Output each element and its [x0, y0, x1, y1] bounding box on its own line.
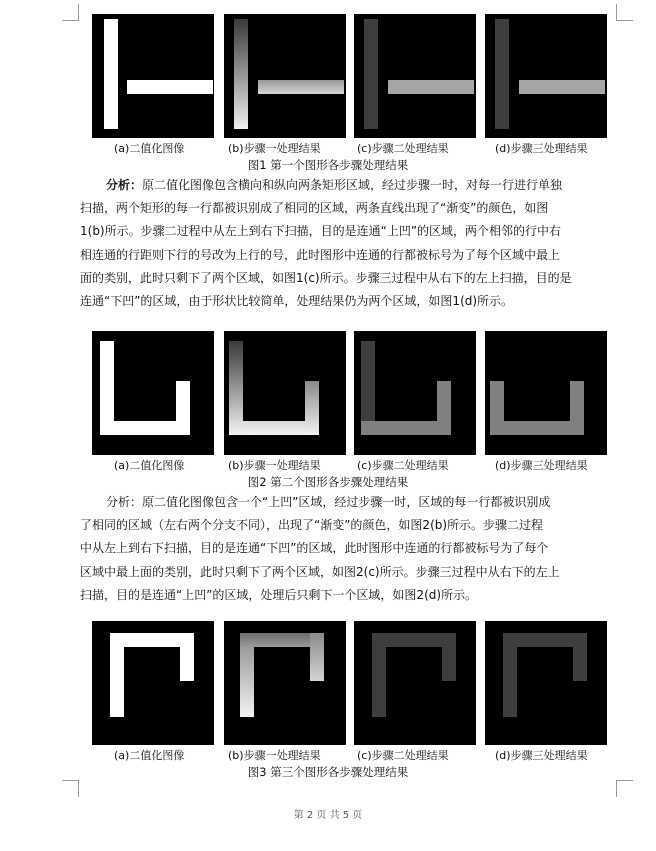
figure-2-title: 图2 第二个图形各步骤处理结果: [247, 475, 409, 489]
para2-line3: 中从左上到右下扫描，目的是连通“下凹”的区域，此时图形中连通的行都被标号为了每个: [80, 541, 549, 556]
fig3-panel-c: [354, 621, 476, 745]
para2-line2: 了相同的区域（左右两个分支不同），出现了“渐变”的颜色，如图2(b)所示。步骤二过程: [80, 518, 544, 533]
caption-c: (c)步骤二处理结果: [357, 142, 449, 155]
para1-line1: 原二值化图像包含横向和纵向两条矩形区域，经过步骤一时，对每一行进行单独: [142, 178, 563, 192]
figure-2-images: [92, 331, 612, 455]
para2-line4: 区域中最上面的类别，此时只剩下了两个区域，如图2(c)所示。步骤三过程中从右下的左上: [80, 564, 560, 579]
figure-1-images: [92, 14, 612, 138]
corner-mark-bottom-right: [616, 780, 633, 797]
fig2-panel-d: [485, 331, 607, 455]
para1-line4: 相连通的行距则下行的号改为上行的号，此时图形中连通的行都被标号为了每个区域中最上: [80, 247, 561, 262]
fig1-panel-b: [224, 14, 346, 138]
caption-b: (b)步骤一处理结果: [228, 459, 321, 472]
caption-a: (a)二值化图像: [114, 459, 185, 472]
para1-line6: 连通“下凹”的区域，由于形状比较简单，处理结果仍为两个区域，如图1(d)所示。: [80, 293, 514, 308]
figure-1-title: 图1 第一个图形各步骤处理结果: [247, 158, 409, 172]
caption-a: (a)二值化图像: [114, 749, 185, 762]
corner-mark-top-left: [62, 4, 79, 21]
caption-c: (c)步骤二处理结果: [357, 749, 449, 762]
analysis-label: 分析：: [106, 178, 143, 192]
fig3-panel-d: [485, 621, 607, 745]
analysis-paragraph-2: [80, 491, 614, 607]
page-footer: 第 2 页 共 5 页: [293, 810, 363, 821]
figure-3-captions: [92, 747, 622, 761]
figure-2-captions: [92, 457, 622, 471]
caption-c: (c)步骤二处理结果: [357, 459, 449, 472]
caption-d: (d)步骤三处理结果: [495, 459, 588, 472]
figure-1-captions: [92, 140, 622, 154]
fig2-panel-c: [354, 331, 476, 455]
caption-b: (b)步骤一处理结果: [228, 142, 321, 155]
corner-mark-top-right: [616, 4, 633, 21]
figure-3-title: 图3 第三个图形各步骤处理结果: [247, 765, 409, 779]
analysis-paragraph-1: [80, 174, 614, 313]
fig1-panel-c: [354, 14, 476, 138]
caption-a: (a)二值化图像: [114, 142, 185, 155]
caption-b: (b)步骤一处理结果: [228, 749, 321, 762]
para1-line2: 扫描，两个矩形的每一行都被识别成了相同的区域，两条直线出现了“渐变”的颜色，如图: [80, 201, 549, 216]
fig1-panel-d: [485, 14, 607, 138]
fig2-panel-a: [92, 331, 214, 455]
caption-d: (d)步骤三处理结果: [495, 749, 588, 762]
fig3-panel-a: [92, 621, 214, 745]
corner-mark-bottom-left: [62, 780, 79, 797]
para2-line5: 扫描，目的是连通“上凹”的区域，处理后只剩下一个区域，如图2(d)所示。: [80, 587, 478, 602]
figure-3-images: [92, 621, 612, 745]
fig3-panel-b: [224, 621, 346, 745]
fig2-panel-b: [224, 331, 346, 455]
para2-line1: 分析：原二值化图像包含一个“上凹”区域，经过步骤一时，区域的每一行都被识别成: [106, 495, 551, 509]
para1-line5: 面的类别，此时只剩下了两个区域，如图1(c)所示。步骤三过程中从右下的左上扫描，目的是: [80, 270, 572, 285]
caption-d: (d)步骤三处理结果: [495, 142, 588, 155]
para1-line3: 1(b)所示。步骤二过程中从左上到右下扫描，目的是连通“上凹”的区域，两个相邻的行中右: [80, 224, 562, 239]
fig1-panel-a: [92, 14, 214, 138]
